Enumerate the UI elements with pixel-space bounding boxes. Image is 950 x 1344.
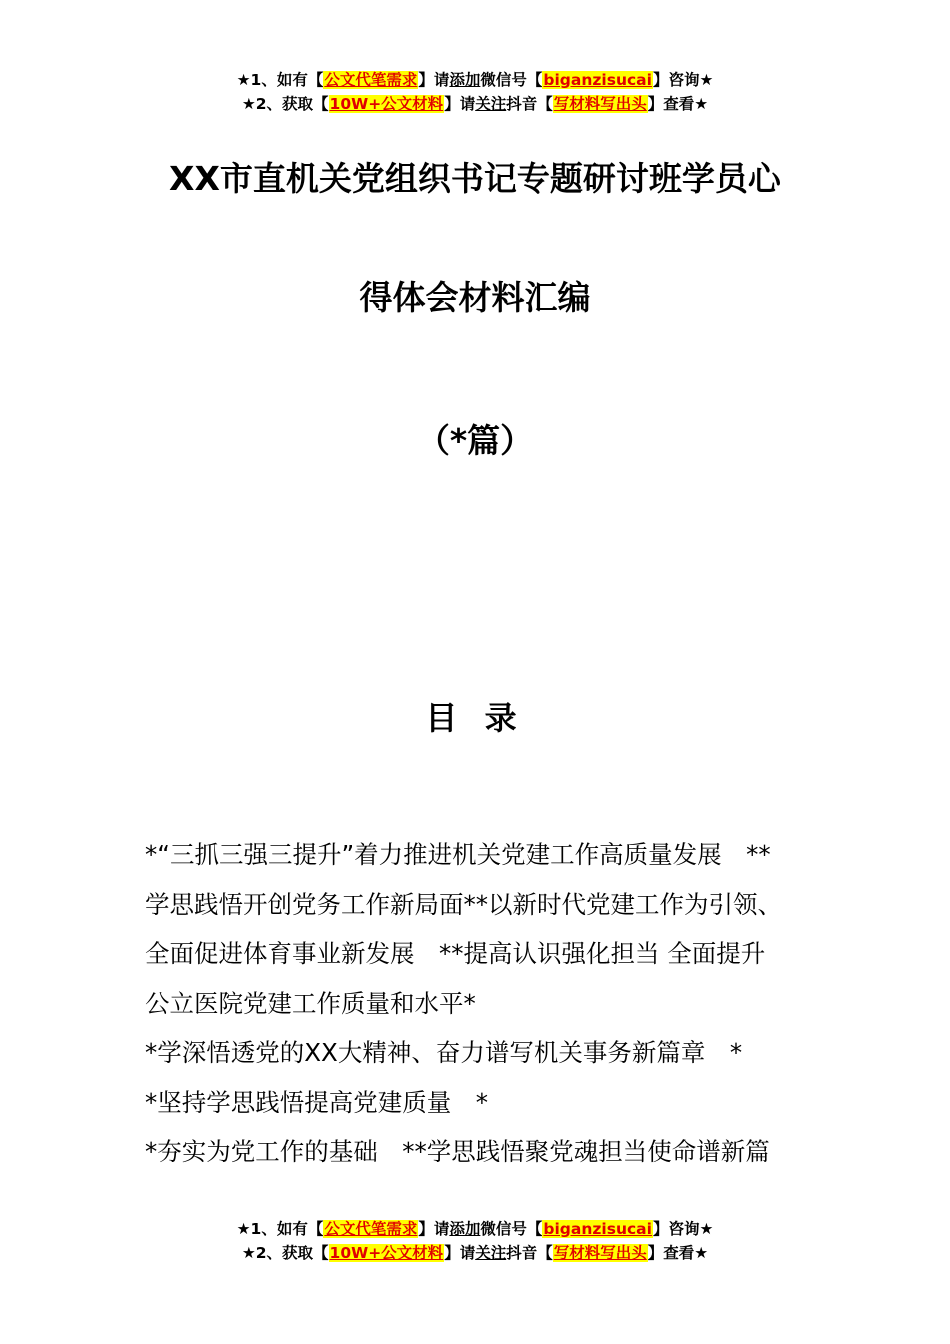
highlight-materials: 10W+公文材料 (329, 1244, 444, 1262)
toc-row: 全面促进体育事业新发展 **提高认识强化担当 全面提升 (145, 939, 766, 968)
toc-row: *夯实为党工作的基础 **学思践悟聚党魂担当使命谱新篇 (145, 1137, 770, 1166)
promo-line-2: ★2、获取【10W+公文材料】请关注抖音【写材料写出头】查看★ (241, 1244, 709, 1262)
promo-banner-bottom (0, 1217, 950, 1265)
highlight-materials: 10W+公文材料 (329, 95, 444, 113)
wechat-id: biganzisucai (543, 71, 652, 89)
wechat-id: biganzisucai (543, 1220, 652, 1238)
toc-row: 学思践悟开创党务工作新局面**以新时代党建工作为引领、 (145, 889, 782, 919)
douyin-account: 写材料写出头 (553, 95, 647, 113)
table-of-contents (145, 830, 835, 1177)
toc-row: *“三抓三强三提升”着力推进机关党建工作高质量发展 ** (145, 840, 771, 869)
toc-row: 公立医院党建工作质量和水平* (145, 988, 476, 1018)
highlight-ghostwriting: 公文代笔需求 (324, 71, 418, 89)
toc-row: *坚持学思践悟提高党建质量 * (145, 1087, 488, 1117)
toc-row: *学深悟透党的XX大精神、奋力谱写机关事务新篇章 * (145, 1038, 743, 1067)
douyin-account: 写材料写出头 (553, 1244, 647, 1262)
promo-line-2: ★2、获取【10W+公文材料】请关注抖音【写材料写出头】查看★ (241, 95, 709, 113)
document-title-line-1: XX市直机关党组织书记专题研讨班学员心 (169, 159, 781, 198)
promo-line-1: ★1、如有【公文代笔需求】请添加微信号【biganzisucai】咨询★ (236, 71, 714, 89)
document-title-count: （*篇） (416, 421, 534, 460)
highlight-ghostwriting: 公文代笔需求 (324, 1220, 418, 1238)
toc-heading: 目 录 (425, 699, 525, 737)
promo-banner-top (0, 68, 950, 116)
promo-line-1: ★1、如有【公文代笔需求】请添加微信号【biganzisucai】咨询★ (236, 1220, 714, 1238)
document-title-line-2: 得体会材料汇编 (359, 278, 591, 317)
